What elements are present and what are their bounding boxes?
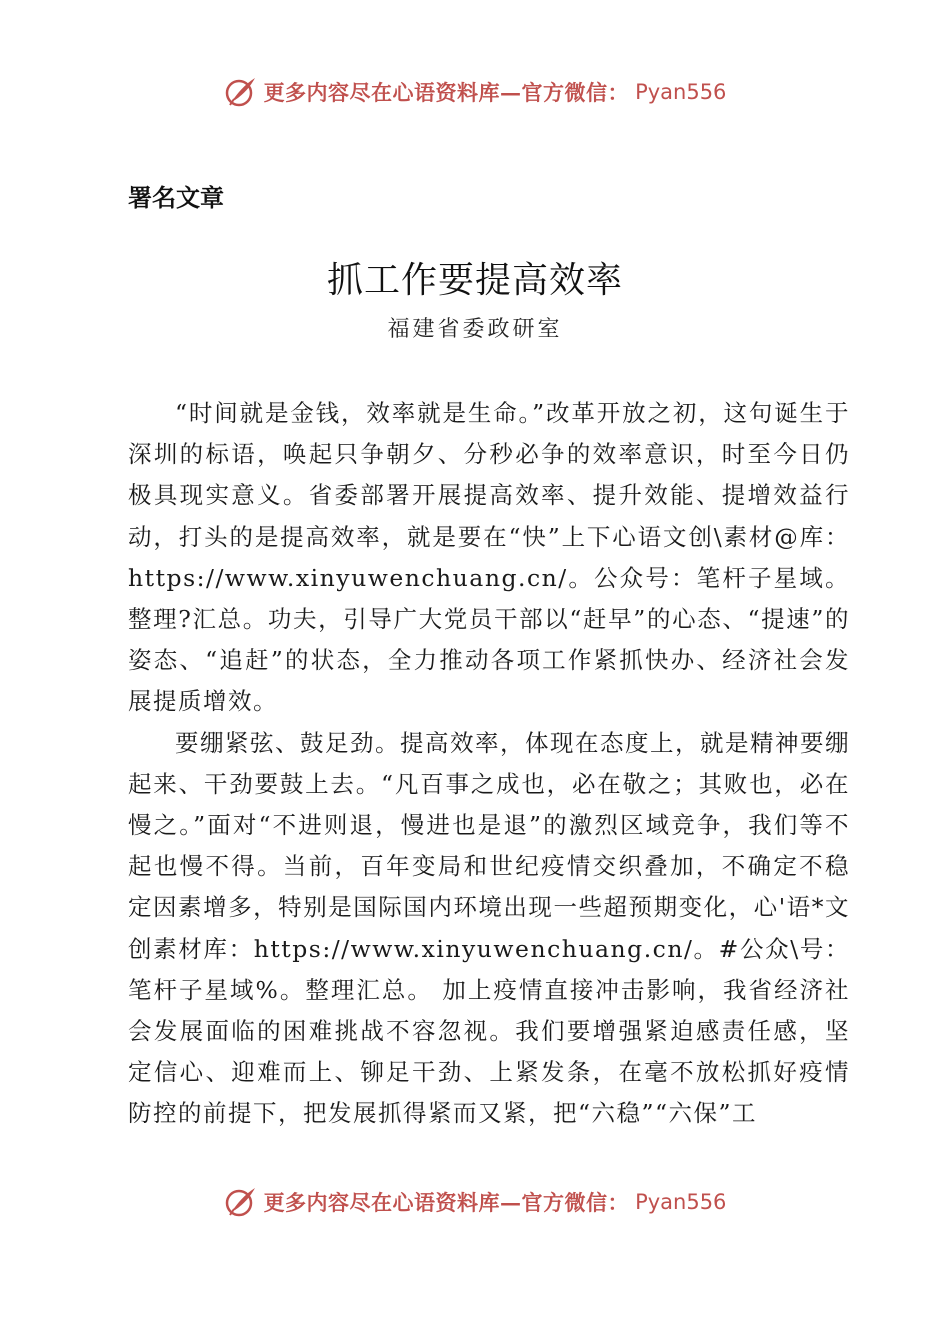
header-banner xyxy=(0,70,950,114)
banner-text: 更多内容尽在心语资料库—官方微信： xyxy=(263,1190,630,1215)
section-label: 署名文章 xyxy=(128,184,224,212)
quill-pen-logo-icon xyxy=(224,75,258,109)
banner-wechat-id: Pyan556 xyxy=(635,1190,727,1214)
article-body xyxy=(128,393,850,1135)
article-title: 抓工作要提高效率 xyxy=(326,260,623,301)
banner-wechat-id: Pyan556 xyxy=(635,80,727,104)
quill-pen-logo-icon xyxy=(224,1185,258,1219)
paragraph: “时间就是金钱，效率就是生命。”改革开放之初，这句诞生于深圳的标语，唤起只争朝夕、分秒必争的效率意识，时至今日仍极具现实意义。省委部署开展提高效率、提升效能、提增效益行动，打头的是提高效率，就是要在“快”上下心语文创\素材@库：https://www.xinyuwenchuang.cn/。公众号：笔杆子星域。整理?汇总。功夫，引导广大党员干部以“赶早”的心态、“提速”的姿态、“追赶”的状态，全力推动各项工作紧抓快办、经济社会发展提质增效。 xyxy=(128,399,850,716)
paragraph: 要绷紧弦、鼓足劲。提高效率，体现在态度上，就是精神要绷起来、干劲要鼓上去。“凡百事之成也，必在敬之；其败也，必在慢之。”面对“不进则退，慢进也是退”的激烈区域竞争，我们等不起也慢不得。当前，百年变局和世纪疫情交织叠加，不确定不稳定因素增多，特别是国际国内环境出现一些超预期变化，心'语*文创素材库：https://www.xinyuwenchuang.cn/。#公众\号：笔杆子星域%。整理汇总。 加上疫情直接冲击影响，我省经济社会发展面临的困难挑战不容忽视。我们要增强紧迫感责任感，坚定信心、迎难而上、铆足干劲、上紧发条，在毫不放松抓好疫情防控的前提下，把发展抓得紧而又紧，把“六稳”“六保”工 xyxy=(128,728,850,1128)
article-author: 福建省委政研室 xyxy=(387,317,563,342)
banner-text: 更多内容尽在心语资料库—官方微信： xyxy=(263,80,630,105)
footer-banner xyxy=(0,1180,950,1224)
